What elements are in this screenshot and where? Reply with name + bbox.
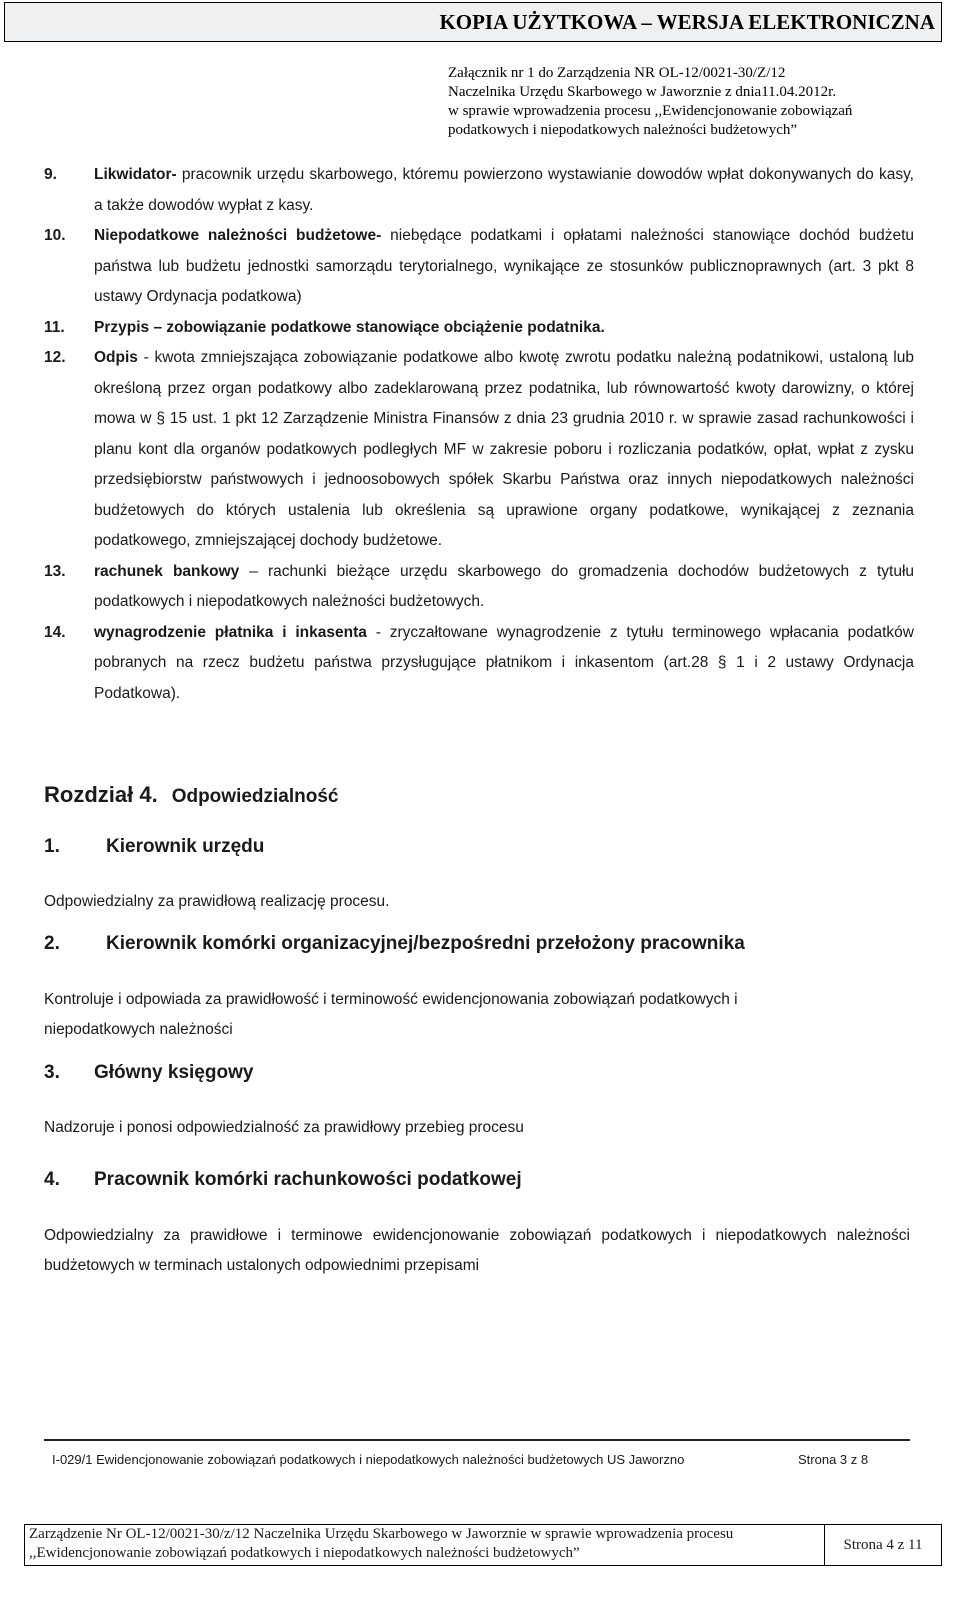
definition-text: - kwota zmniejszająca zobowiązanie podatkowe albo kwotę zwrotu podatku należną podatnikowi, ustaloną lub określoną przez organ podatkowy albo zadeklarowaną przez podatnika, lub równowartość kwoty darowizny, o której mowa w § 15 ust. 1 pkt 12 Zarządzenie Ministra Finansów z dnia 23 grudnia 2010 r. w sprawie zasad rachunkowości i planu kont dla organów podatkowych podległych MF w zakresie poboru i rozliczania podatków, opłat, wpłat z zysku przedsiębiorstw państwowych i jednoosobowych spółek Skarbu Państwa oraz innych niepodatkowych należności budżetowych do których ustalenia lub określenia są uprawione organy podatkowe, wynikającej z zeznania podatkowego, zmniejszającej dochody budżetowe. — [94, 349, 914, 549]
definition-number: 13. — [44, 562, 66, 580]
section-number: 4. — [44, 1169, 60, 1190]
section-number: 1. — [44, 836, 60, 857]
chapter-title: Odpowiedzialność — [171, 786, 339, 807]
definition-text: niebędące podatkami i opłatami należności stanowiące dochód budżetu państwa lub budżetu jednostki samorządu terytorialnego, wynikające ze stosunków publicznoprawnych (art. 3 pkt 8 ustawy Ordynacja podatkowa) — [94, 227, 914, 305]
attachment-note — [448, 64, 948, 140]
definition-term: Przypis – zobowiązanie podatkowe stanowiące obciążenie podatnika. — [94, 318, 605, 336]
attachment-line: podatkowych i niepodatkowych należności budżetowych” — [448, 122, 798, 138]
definition-item — [44, 343, 914, 557]
attachment-line: Naczelnika Urzędu Skarbowego w Jaworznie z dnia11.04.2012r. — [448, 84, 837, 100]
definition-number: 11. — [44, 318, 65, 336]
definition-text: pracownik urzędu skarbowego, któremu powierzono wystawianie dowodów wpłat dokonywanych do kasy, a także dowodów wypłat z kasy. — [94, 166, 914, 214]
attachment-line: w sprawie wprowadzenia procesu ,,Ewidencjonowanie zobowiązań — [448, 103, 853, 119]
banner-title: KOPIA UŻYTKOWA – WERSJA ELEKTRONICZNA — [439, 10, 935, 34]
section-title: Kierownik urzędu — [106, 836, 265, 857]
definition-term: wynagrodzenie płatnika i inkasenta — [94, 623, 367, 641]
section-heading — [44, 836, 264, 858]
inner-footer-page: Strona 3 z 8 — [798, 1452, 869, 1467]
footer-page-number: Strona 4 z 11 — [843, 1537, 923, 1553]
definition-term: Likwidator- — [94, 166, 177, 183]
definition-text: – rachunki bieżące urzędu skarbowego do gromadzenia dochodów budżetowych z tytułu podatkowych i niepodatkowych należności budżetowych. — [94, 562, 915, 610]
section-number: 2. — [44, 933, 60, 954]
definition-item — [44, 160, 914, 221]
section-text: Odpowiedzialny za prawidłowe i terminowe ewidencjonowanie zobowiązań podatkowych i niepodatkowych należności budżetowych w terminach ustalonych odpowiednimi przepisami — [44, 1227, 910, 1274]
chapter-label: Rozdział 4. — [44, 782, 158, 807]
definition-number: 10. — [44, 227, 66, 244]
section-title: Główny księgowy — [94, 1062, 254, 1083]
footer-text — [25, 1525, 825, 1565]
definition-item — [44, 221, 914, 313]
section-heading — [44, 1169, 522, 1191]
section-title: Kierownik komórki organizacyjnej/bezpośredni przełożony pracownika — [106, 933, 745, 954]
inner-footer-rule — [44, 1439, 910, 1441]
section-text: Nadzoruje i ponosi odpowiedzialność za prawidłowy przebieg procesu — [44, 1119, 524, 1136]
copy-banner — [4, 2, 942, 42]
section-heading — [44, 1062, 253, 1084]
definitions-list — [44, 160, 914, 709]
inner-footer-title: I-029/1 Ewidencjonowanie zobowiązań podatkowych i niepodatkowych należności budżetowych US Jaworzno — [52, 1452, 685, 1467]
definition-item — [44, 618, 914, 710]
section-text: Kontroluje i odpowiada za prawidłowość i terminowość ewidencjonowania zobowiązań podatkowych i niepodatkowych należności — [44, 991, 738, 1038]
definition-text: - zryczałtowane wynagrodzenie z tytułu terminowego wpłacania podatków pobranych na rzecz budżetu państwa przysługujące płatnikom i inkasentom (art.28 § 1 i 2 ustawy Ordynacja Podatkowa). — [94, 623, 914, 702]
page-footer — [24, 1524, 942, 1566]
definition-item — [44, 557, 914, 618]
section-heading — [44, 933, 745, 955]
section-title: Pracownik komórki rachunkowości podatkowej — [94, 1169, 522, 1190]
attachment-line: Załącznik nr 1 do Zarządzenia NR OL-12/0021-30/Z/12 — [448, 65, 786, 81]
definition-term: Niepodatkowe należności budżetowe- — [94, 227, 382, 244]
chapter-heading — [44, 782, 339, 808]
section-number: 3. — [44, 1062, 60, 1083]
definition-number: 14. — [44, 623, 66, 641]
definition-item — [44, 313, 914, 344]
footer-line: Zarządzenie Nr OL-12/0021-30/z/12 Naczelnika Urzędu Skarbowego w Jaworznie w sprawie wprowadzenia procesu — [29, 1526, 734, 1542]
definition-number: 12. — [44, 349, 66, 366]
definition-number: 9. — [44, 166, 57, 183]
definition-term: Odpis — [94, 349, 138, 366]
section-text: Odpowiedzialny za prawidłową realizację procesu. — [44, 893, 390, 910]
footer-line: ,,Ewidencjonowanie zobowiązań podatkowych i niepodatkowych należności budżetowych” — [29, 1545, 580, 1561]
definition-term: rachunek bankowy — [94, 562, 240, 580]
